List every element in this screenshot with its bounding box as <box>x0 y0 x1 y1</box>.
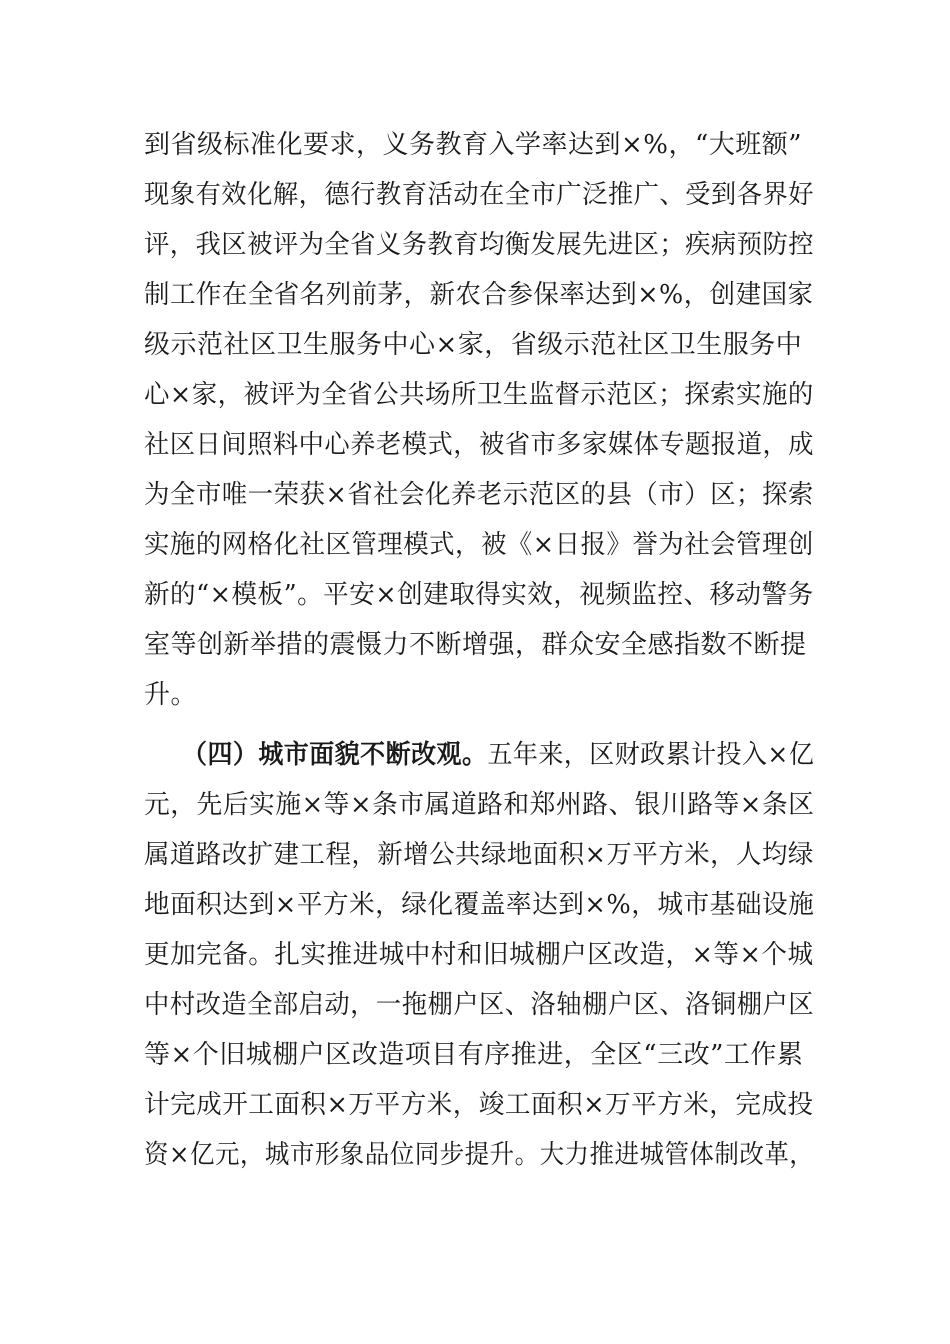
paragraph-1-line-4: 制工作在全省名列前茅，新农合参保率达到×%，创建国家 <box>144 280 814 310</box>
paragraph-1-line-12: 升。 <box>144 680 198 710</box>
paragraph-1-line-3: 评，我区被评为全省义务教育均衡发展先进区；疾病预防控 <box>144 230 815 260</box>
paragraph-2-first-line-text: 五年来，区财政累计投入×亿 <box>487 740 815 770</box>
paragraph-2-line-2: 元，先后实施×等×条市属道路和郑州路、银川路等×条区 <box>144 790 815 820</box>
paragraph-1-line-11: 室等创新举措的震慑力不断增强，群众安全感指数不断提 <box>144 630 807 660</box>
paragraph-1-line-5: 级示范社区卫生服务中心×家，省级示范社区卫生服务中 <box>144 330 803 360</box>
paragraph-2-line-4: 地面积达到×平方米，绿化覆盖率达到×%，城市基础设施 <box>144 890 815 920</box>
paragraph-1-line-8: 为全市唯一荣获×省社会化养老示范区的县（市）区；探索 <box>144 480 814 510</box>
paragraph-2-line-5: 更加完备。扎实推进城中村和旧城棚户区改造，×等×个城 <box>144 940 814 970</box>
paragraph-1-line-1: 到省级标准化要求，义务教育入学率达到×%，“大班额” <box>144 130 803 160</box>
paragraph-2-first-line <box>182 738 815 772</box>
paragraph-1-line-10: 新的“×模板”。平安×创建取得实效，视频监控、移动警务 <box>144 580 814 610</box>
section-heading: （四）城市面貌不断改观。 <box>182 740 488 770</box>
paragraph-2-line-8: 计完成开工面积×万平方米，竣工面积×万平方米，完成投 <box>144 1090 814 1120</box>
paragraph-1-line-2: 现象有效化解，德行教育活动在全市广泛推广、受到各界好 <box>144 180 815 210</box>
paragraph-1-line-6: 心×家，被评为全省公共场所卫生监督示范区；探索实施的 <box>144 380 814 410</box>
paragraph-2-line-9: 资×亿元，城市形象品位同步提升。大力推进城管体制改革， <box>144 1140 815 1170</box>
paragraph-2-line-6: 中村改造全部启动，一拖棚户区、洛轴棚户区、洛铜棚户区 <box>144 990 815 1020</box>
paragraph-2-line-3: 属道路改扩建工程，新增公共绿地面积×万平方米，人均绿 <box>144 840 814 870</box>
paragraph-2-line-7: 等×个旧城棚户区改造项目有序推进，全区“三改”工作累 <box>144 1040 804 1070</box>
paragraph-1-line-9: 实施的网格化社区管理模式，被《×日报》誉为社会管理创 <box>144 530 814 560</box>
paragraph-1-line-7: 社区日间照料中心养老模式，被省市多家媒体专题报道，成 <box>144 430 815 460</box>
